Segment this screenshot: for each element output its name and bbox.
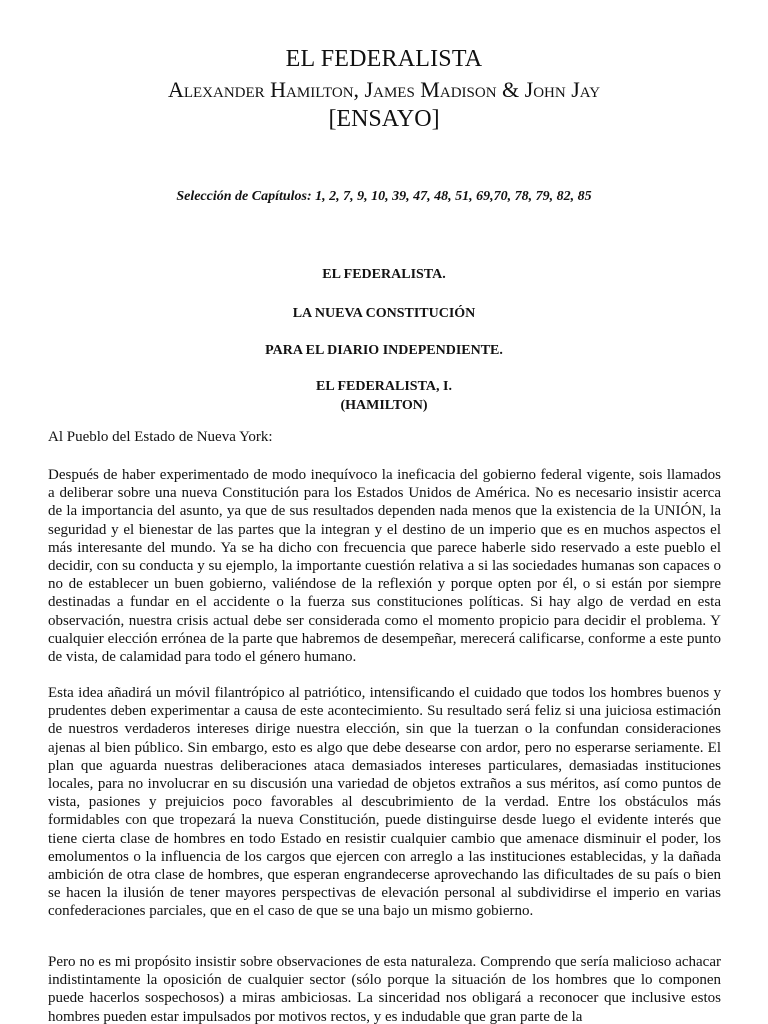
section-heading-constitucion: LA NUEVA CONSTITUCIÓN	[292, 306, 476, 321]
section-heading-diario: PARA EL DIARIO INDEPENDIENTE.	[265, 343, 503, 358]
document-authors: Alexander Hamilton, James Madison & John Jay	[167, 77, 601, 102]
body-paragraph-3: Pero no es mi propósito insistir sobre observaciones de esta naturaleza. Comprendo que sería malicioso achacar indistintamente la oposición de cualquier sector (sólo porque la situación de los hombres que lo componen puede hacerlos sospechosos) a miras ambiciosas. La sinceridad nos obligará a reconocer que inclusive estos hombres pueden estar impulsados por motivos rectos, y es indudable que gran parte de la	[48, 954, 721, 1024]
chapter-selection: Selección de Capítulos: 1, 2, 7, 9, 10, 39, 47, 48, 51, 69,70, 78, 79, 82, 85	[176, 189, 592, 204]
body-paragraph-1: Después de haber experimentado de modo inequívoco la ineficacia del gobierno federal vigente, sois llamados a deliberar sobre una nueva Constitución para los Estados Unidos de América. No es necesario insistir acerca de la importancia del asunto, ya que de sus resultados dependen nada menos que la existencia de la UNIÓN, la seguridad y el bienestar de las partes que la integran y el destino de un imperio que es en muchos aspectos el más interesante del mundo. Ya se ha dicho con frecuencia que parece haberle sido reservado a este pueblo el decidir, con su conducta y su ejemplo, la importante cuestión relativa a si las sociedades humanas son capaces o no de establecer un buen gobierno, valiéndose de la reflexión y porque opten por él, o si están por siempre destinadas a fundar en el accidente o la fuerza sus constituciones políticas. Si hay algo de verdad en esta observación, nuestra crisis actual debe ser considerada como el momento propicio para decidir el problema. Y cualquier elección errónea de la parte que habremos de desempeñar, merecerá calificarse, conforme a este punto de vista, de calamidad para todo el género humano.	[48, 467, 721, 666]
document-title: EL FEDERALISTA	[285, 46, 483, 72]
section-heading-federalista: EL FEDERALISTA.	[322, 267, 446, 282]
chapter-heading: EL FEDERALISTA, I.	[316, 379, 452, 394]
body-paragraph-2: Esta idea añadirá un móvil filantrópico al patriótico, intensificando el cuidado que todos los hombres buenos y prudentes deben experimentar a causa de este acontecimiento. Su resultado será feliz si una juiciosa estimación de nuestros verdaderos intereses dirige nuestra elección, sin que la tuerzan o la confundan consideraciones ajenas al bien público. Sin embargo, esto es algo que debe desearse con ardor, pero no esperarse seriamente. El plan que aguarda nuestras deliberaciones ataca demasiados intereses particulares, demasiadas instituciones locales, para no involucrar en su discusión una variedad de objetos extraños a sus méritos, así como puntos de vista, pasiones y prejuicios poco favorables al descubrimiento de la verdad. Entre los obstáculos más formidables con que tropezará la nueva Constitución, puede distinguirse desde luego el evidente interés que tiene cierta clase de hombres en todo Estado en resistir cualquier cambio que amenace disminuir el poder, los emolumentos o la influencia de los cargos que ejercen con arreglo a las instituciones establecidas, y la dañada ambición de otra clase de hombres, que esperan engrandecerse aprovechando las dificultades de su país o bien se hacen la ilusión de tener mayores perspectivas de elevación personal al subdividirse el imperio en varias confederaciones parciales, que en el caso de que se una bajo un mismo gobierno.	[48, 685, 721, 920]
salutation: Al Pueblo del Estado de Nueva York:	[48, 429, 273, 445]
chapter-author: (HAMILTON)	[340, 398, 428, 413]
document-genre: [ENSAYO]	[328, 106, 440, 132]
